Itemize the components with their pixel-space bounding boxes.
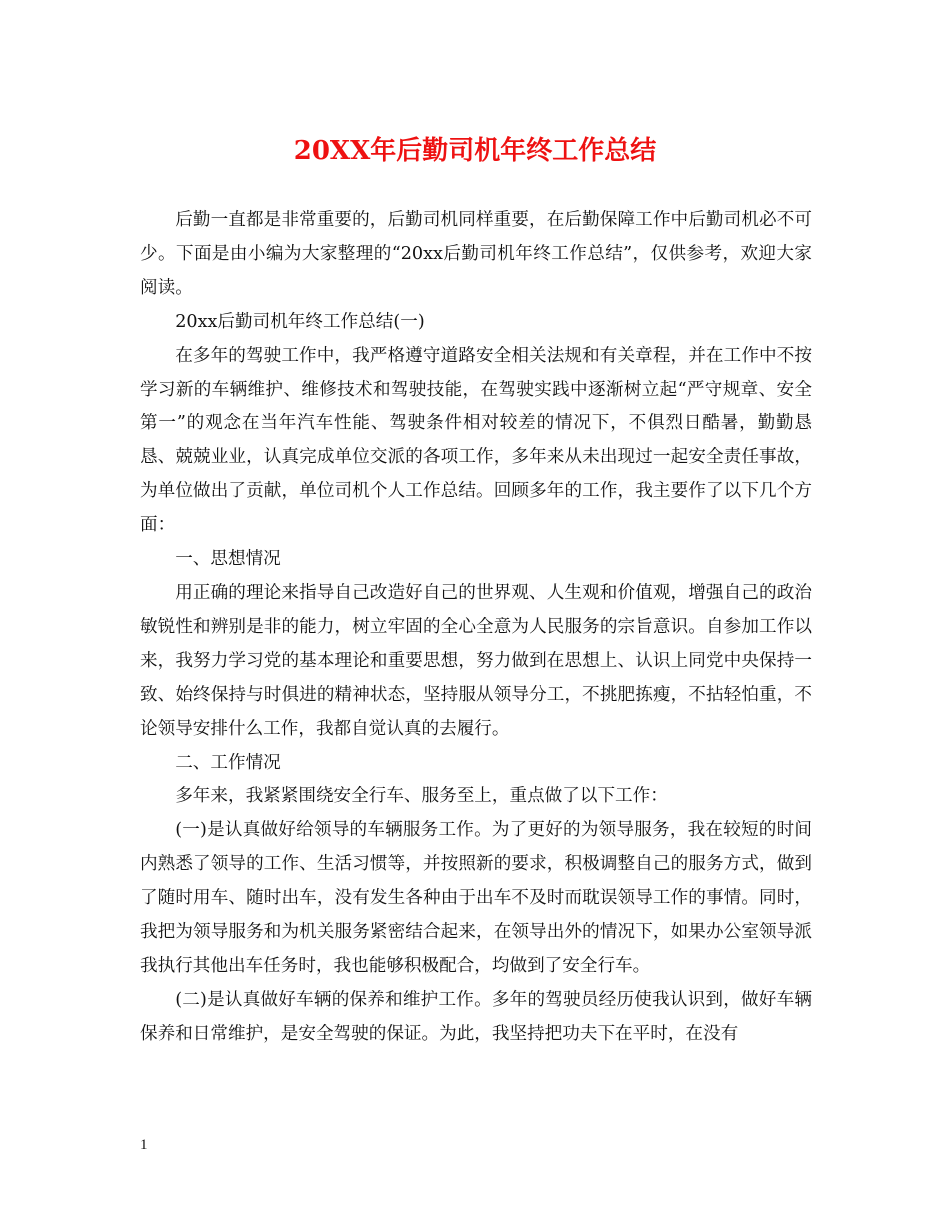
paragraph-section-heading: 20xx后勤司机年终工作总结(一) xyxy=(175,311,425,332)
paragraph-intro: 后勤一直都是非常重要的，后勤司机同样重要，在后勤保障工作中后勤司机必不可少。下面是由小编为大家整理的“20xx后勤司机年终工作总结”，仅供参考，欢迎大家阅读。 xyxy=(140,210,812,298)
paragraph-heading-work: 二、工作情况 xyxy=(175,752,281,773)
paragraph-thought: 用正确的理论来指导自己改造好自己的世界观、人生观和价值观，增强自己的政治敏锐性和辨别是非的能力，树立牢固的全心全意为人民服务的宗旨意识。自参加工作以来，我努力学习党的基本理论和重要思想，努力做到在思想上、认识上同党中央保持一致、始终保持与时俱进的精神状态，坚持服从领导分工，不挑肥拣瘦，不拈轻怕重，不论领导安排什么工作，我都自觉认真的去履行。 xyxy=(140,582,812,739)
paragraph-driving-work: 在多年的驾驶工作中，我严格遵守道路安全相关法规和有关章程，并在工作中不按学习新的车辆维护、维修技术和驾驶技能，在驾驶实践中逐渐树立起“严守规章、安全第一”的观念在当年汽车性能、驾驶条件相对较差的情况下，不俱烈日酷暑，勤勤恳恳、兢兢业业，认真完成单位交派的各项工作，多年来从未出现过一起安全责任事故，为单位做出了贡献，单位司机个人工作总结。回顾多年的工作，我主要作了以下几个方面： xyxy=(140,345,812,536)
paragraph-service: (一)是认真做好给领导的车辆服务工作。为了更好的为领导服务，我在较短的时间内熟悉了领导的工作、生活习惯等，并按照新的要求，积极调整自己的服务方式，做到了随时用车、随时出车，没有发生各种由于出车不及时而耽误领导工作的事情。同时，我把为领导服务和为机关服务紧密结合起来，在领导出外的情况下，如果办公室领导派我执行其他出车任务时，我也能够积极配合，均做到了安全行车。 xyxy=(140,820,812,976)
document-body xyxy=(140,204,812,1052)
paragraph-work-intro: 多年来，我紧紧围绕安全行车、服务至上，重点做了以下工作： xyxy=(175,786,668,807)
document-title: 20XX年后勤司机年终工作总结 xyxy=(293,136,657,166)
page-number: 1 xyxy=(140,1137,148,1153)
paragraph-maintenance: (二)是认真做好车辆的保养和维护工作。多年的驾驶员经历使我认识到，做好车辆保养和日常维护，是安全驾驶的保证。为此，我坚持把功夫下在平时，在没有 xyxy=(140,989,812,1044)
paragraph-heading-thought: 一、思想情况 xyxy=(175,549,281,570)
